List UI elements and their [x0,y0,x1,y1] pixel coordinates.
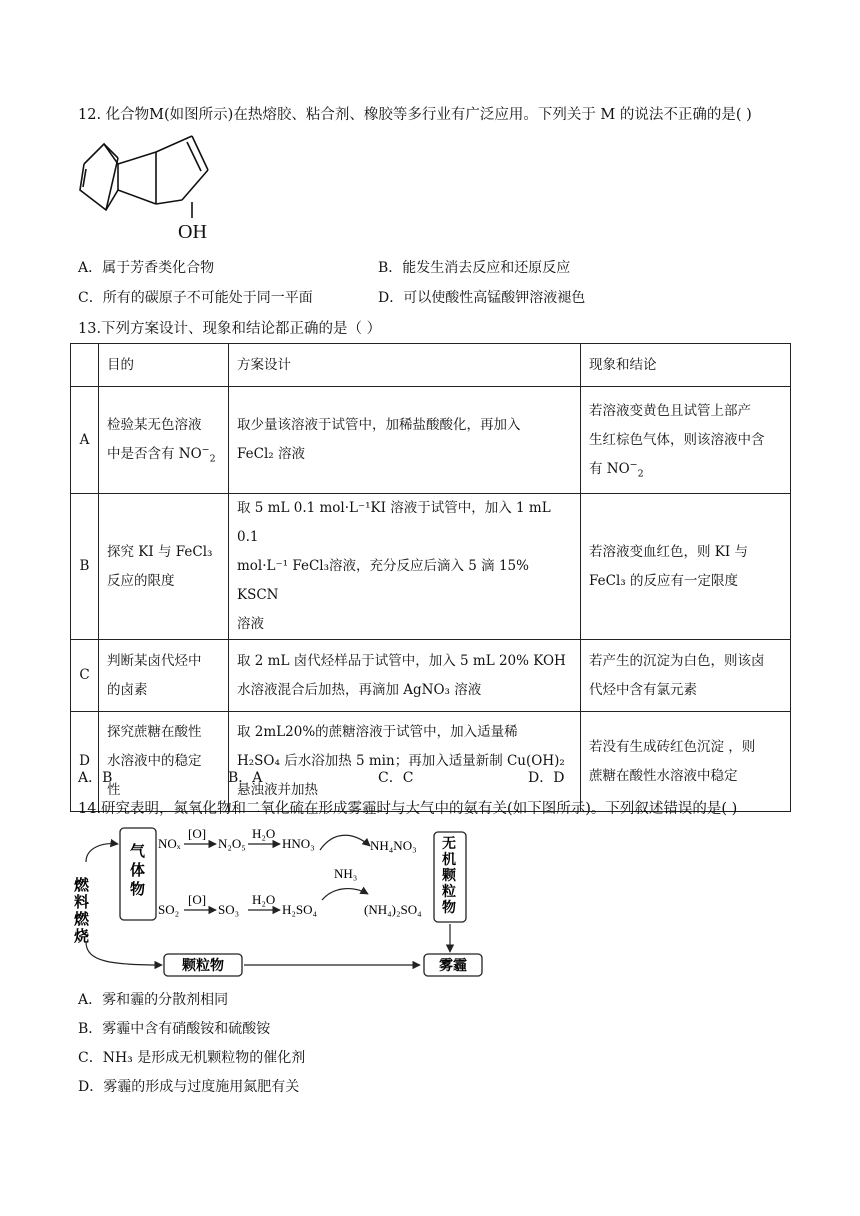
purpose-line: 探究 KI 与 FeCl₃ [107,543,213,560]
purpose-cell [99,387,229,494]
result-line: 蔗糖在酸性水溶液中稳定 [589,767,738,784]
result-cell [581,640,791,712]
hydroxyl-label: OH [178,221,207,242]
q13-choice-a: A．B [78,770,113,786]
q13-choice-d: D．D [528,770,565,786]
q12-option-a: A．属于芳香类化合物 [78,260,215,276]
oxidant-label: [O] [188,826,207,841]
ammonia-arrow [320,835,370,850]
q12-option-c: C．所有的碳原子不可能处于同一平面 [78,290,313,306]
result-line: 若产生的沉淀为白色，则该卤 [589,652,765,669]
hno3-label: HNO₃ [282,836,315,851]
q14-option-c: C．NH₃ 是形成无机颗粒物的催化剂 [78,1050,306,1066]
fuel-to-gas-arrow [86,844,118,862]
result-line: 若溶液变血红色，则 KI 与 [589,543,749,560]
result-cell [581,494,791,640]
header-blank-cell [71,344,99,387]
design-line: 取 2mL20%的蔗糖溶液于试管中，加入适量稀 [237,724,518,740]
design-cell [229,494,581,640]
purpose-line: 判断某卤代烃中 [107,652,202,669]
table-row [71,494,791,640]
q14-option-d: D．雾霾的形成与过度施用氮肥有关 [78,1079,300,1095]
particles-label: 颗粒物 [182,959,224,974]
q13-choice-b: B．A [228,770,263,786]
result-line: 代烃中含有氯元素 [589,681,697,698]
result-line: 若没有生成砖红色沉淀 ，则 [589,738,756,755]
water-label: H₂O [252,826,276,841]
compound-m-structure [74,124,234,242]
purpose-line: 检验某无色溶液 [107,417,202,433]
haze-formation-diagram [72,822,492,982]
q13-choice-c: C．C [378,770,414,786]
row-label: B [71,494,99,640]
purpose-line: 探究蔗糖在酸性 [107,724,202,740]
q13-stem: 13.下列方案设计、现象和结论都正确的是（ ） [78,321,382,337]
q14-option-b: B．雾霾中含有硝酸铵和硫酸铵 [78,1021,271,1037]
nox-label: NOₓ [158,836,181,851]
design-line: mol·L⁻¹ FeCl₃溶液，充分反应后滴入 5 滴 15% KSCN [237,558,529,603]
purpose-line: 中是否含有 $NO^-_2$ [107,444,216,465]
purpose-line: 的卤素 [107,681,148,698]
design-cell [229,640,581,712]
header-purpose: 目的 [99,344,229,387]
q14-stem: 14.研究表明，氮氧化物和二氧化硫在形成雾霾时与大气中的氨有关(如下图所示)。下列叙述错误的是( ) [78,801,738,817]
result-line: 若溶液变黄色且试管上部产 [589,402,751,419]
so2-label: SO₂ [158,902,180,917]
purpose-cell [99,640,229,712]
h2so4-label: H₂SO₄ [282,902,318,917]
row-label: C [71,640,99,712]
row-label: A [71,387,99,494]
design-line: FeCl₂ 溶液 [237,446,305,462]
fuel-to-particles-arrow [86,942,162,965]
design-line: 溶液 [237,616,264,632]
design-line: 水溶液混合后加热，再滴加 AgNO₃ 溶液 [237,681,482,698]
water-label: H₂O [252,892,276,907]
header-result: 现象和结论 [581,344,791,387]
q12-option-b: B．能发生消去反应和还原反应 [378,260,571,276]
ammonia-arrow [322,889,368,900]
result-cell [581,387,791,494]
so3-label: SO₃ [218,902,240,917]
nh4no3-label: NH₄NO₃ [370,838,417,853]
design-line: 取 5 mL 0.1 mol·L⁻¹KI 溶液于试管中，加入 1 mL 0.1 [237,500,551,545]
q12-option-d: D．可以使酸性高锰酸钾溶液褪色 [378,290,586,306]
q12-stem: 12. 化合物M(如图所示)在热熔胶、粘合剂、橡胶等多行业有广泛应用。下列关于 M 的说法不正确的是( ) [78,107,752,123]
result-line: FeCl₃ 的反应有一定限度 [589,572,738,589]
purpose-line: 水溶液中的稳定 [107,753,202,769]
q14-option-a: A．雾和霾的分散剂相同 [78,992,229,1008]
purpose-cell [99,494,229,640]
purpose-line: 反应的限度 [107,572,175,589]
row-label: D [71,712,99,812]
design-line: 取 2 mL 卤代烃样品于试管中，加入 5 mL 20% KOH [237,652,566,669]
oxidant-label: [O] [188,892,207,907]
table-header-row [71,344,791,387]
table-row [71,387,791,494]
header-design: 方案设计 [229,344,581,387]
ammonia-label: NH₃ [334,866,358,881]
design-cell [229,387,581,494]
ammonium-sulfate-label: (NH₄)₂SO₄ [364,902,422,917]
purpose-line: 性 [107,782,121,798]
haze-label: 雾霾 [439,959,467,974]
table-row [71,640,791,712]
gas-label: 气体物 [130,844,146,898]
n2o5-label: N₂O₅ [218,836,246,851]
inorganic-particles-label: 无机颗粒物 [442,837,456,916]
design-line: 悬浊液并加热 [237,782,318,798]
design-line: H₂SO₄ 后水浴加热 5 min；再加入适量新制 Cu(OH)₂ [237,753,565,769]
fuel-combustion-label: 燃料燃烧 [74,878,90,945]
experiment-table [70,343,791,812]
result-line: 有 $NO^-_2$ [589,459,644,480]
design-line: 取少量该溶液于试管中，加稀盐酸酸化，再加入 [237,417,521,433]
result-line: 生红棕色气体，则该溶液中含 [589,431,765,448]
